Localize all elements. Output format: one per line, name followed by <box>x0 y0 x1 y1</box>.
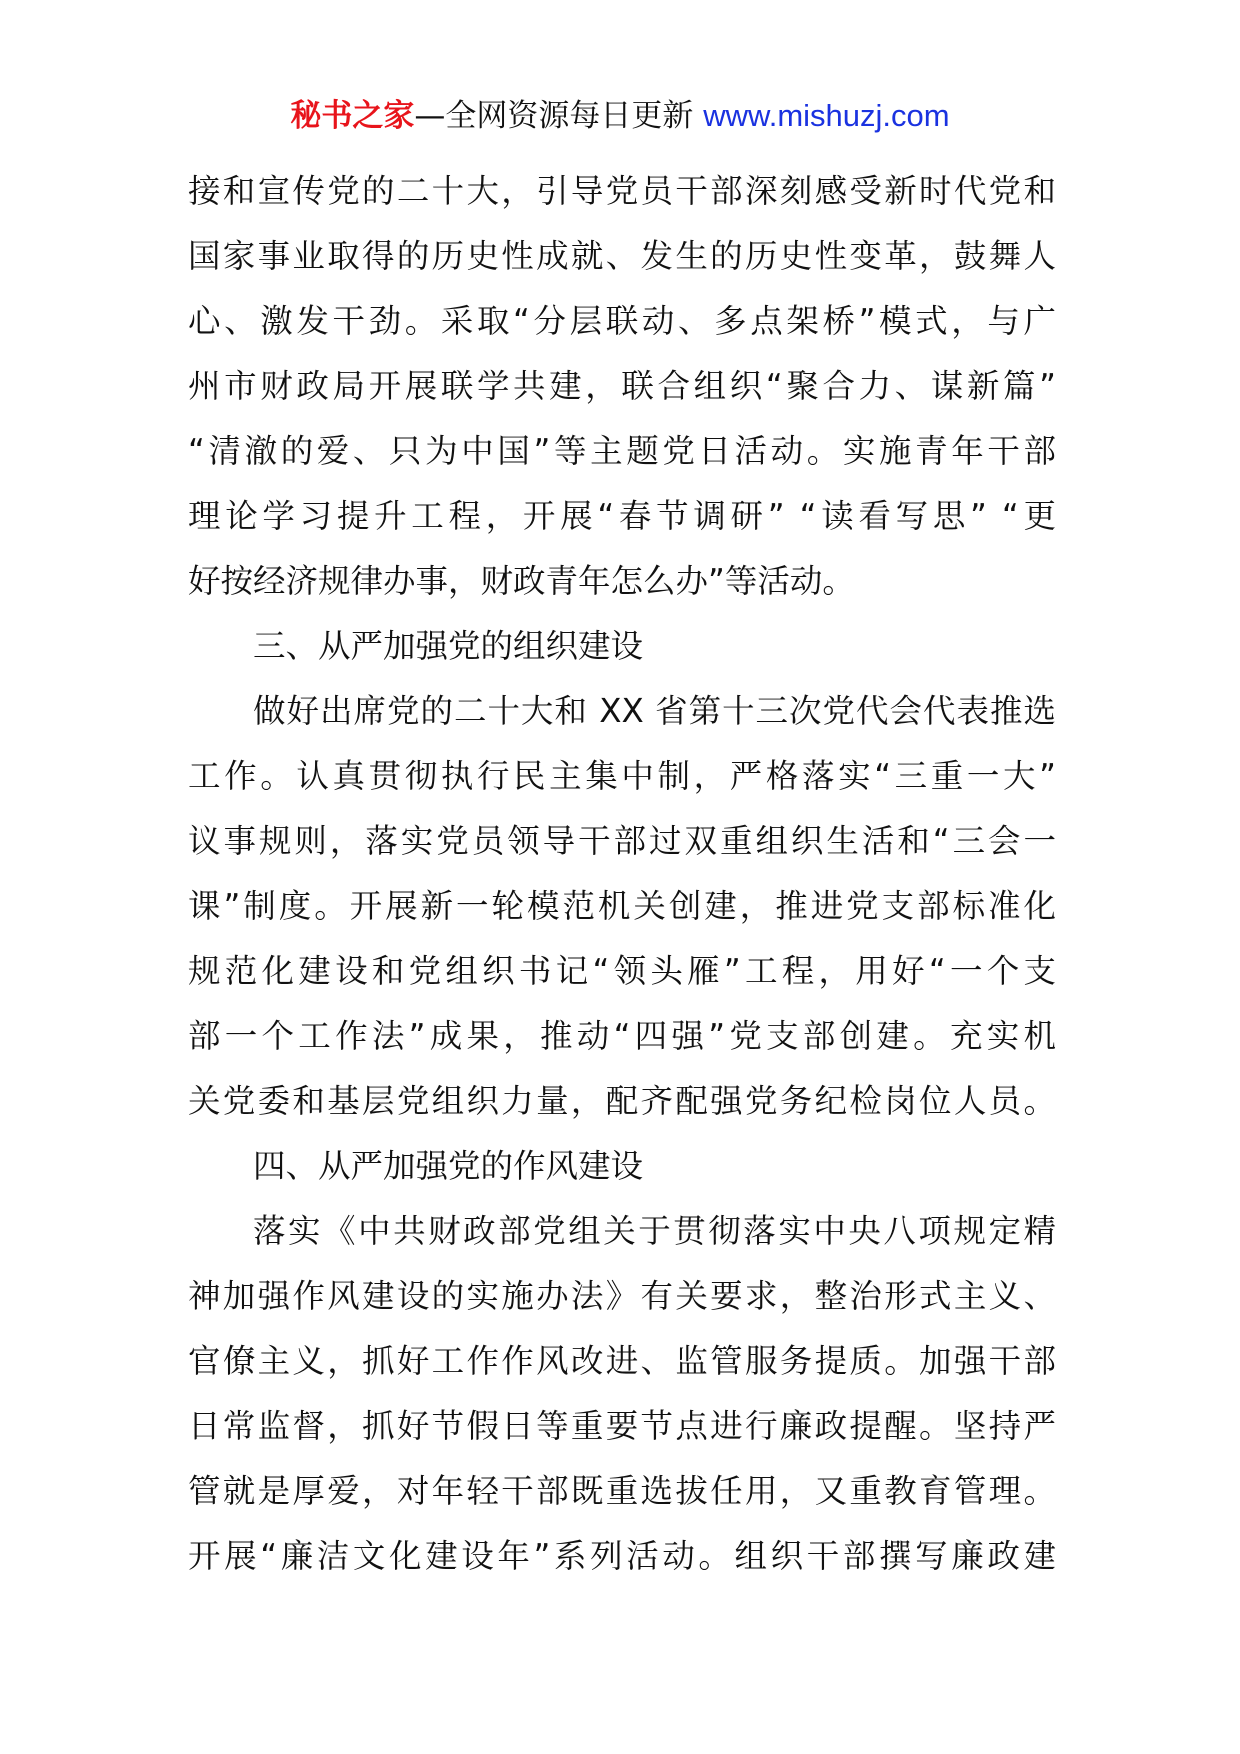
text-line: 心、激发干劲。采取“分层联动、多点架桥”模式，与广 <box>188 302 1056 340</box>
text-line: 部一个工作法”成果，推动“四强”党支部创建。充实机 <box>188 1017 1056 1055</box>
site-header <box>0 96 1240 136</box>
text-line: “清澈的爱、只为中国”等主题党日活动。实施青年干部 <box>188 432 1056 470</box>
text-line: 好按经济规律办事，财政青年怎么办”等活动。 <box>188 562 855 600</box>
section-heading: 四、从严加强党的作风建设 <box>253 1147 644 1185</box>
text-line: 做好出席党的二十大和 XX 省第十三次党代会代表推选 <box>253 692 1056 730</box>
text-line: 理论学习提升工程，开展“春节调研” “读看写思” “更 <box>188 497 1056 535</box>
text-line: 国家事业取得的历史性成就、发生的历史性变革，鼓舞人 <box>188 237 1056 275</box>
text-line: 神加强作风建设的实施办法》有关要求，整治形式主义、 <box>188 1277 1056 1315</box>
text-line: 州市财政局开展联学共建，联合组织“聚合力、谋新篇” <box>188 367 1056 405</box>
text-line: 规范化建设和党组织书记“领头雁”工程，用好“一个支 <box>188 952 1056 990</box>
section-heading: 三、从严加强党的组织建设 <box>253 627 644 665</box>
site-tagline: —全网资源每日更新 <box>414 98 704 134</box>
text-line: 关党委和基层党组织力量，配齐配强党务纪检岗位人员。 <box>188 1082 1056 1120</box>
text-line: 落实《中共财政部党组关于贯彻落实中央八项规定精 <box>253 1212 1056 1250</box>
text-line: 议事规则，落实党员领导干部过双重组织生活和“三会一 <box>188 822 1056 860</box>
text-line: 日常监督，抓好节假日等重要节点进行廉政提醒。坚持严 <box>188 1407 1056 1445</box>
document-body <box>188 164 1056 1594</box>
text-line: 开展“廉洁文化建设年”系列活动。组织干部撰写廉政建 <box>188 1537 1056 1575</box>
text-line: 工作。认真贯彻执行民主集中制，严格落实“三重一大” <box>188 757 1056 795</box>
text-line: 官僚主义，抓好工作作风改进、监管服务提质。加强干部 <box>188 1342 1056 1380</box>
text-line: 管就是厚爱，对年轻干部既重选拔任用，又重教育管理。 <box>188 1472 1056 1510</box>
site-url-link[interactable]: www.mishuzj.com <box>703 98 950 133</box>
text-line: 接和宣传党的二十大，引导党员干部深刻感受新时代党和 <box>188 172 1056 210</box>
text-line: 课”制度。开展新一轮模范机关创建，推进党支部标准化 <box>188 887 1056 925</box>
site-brand: 秘书之家 <box>290 98 415 134</box>
